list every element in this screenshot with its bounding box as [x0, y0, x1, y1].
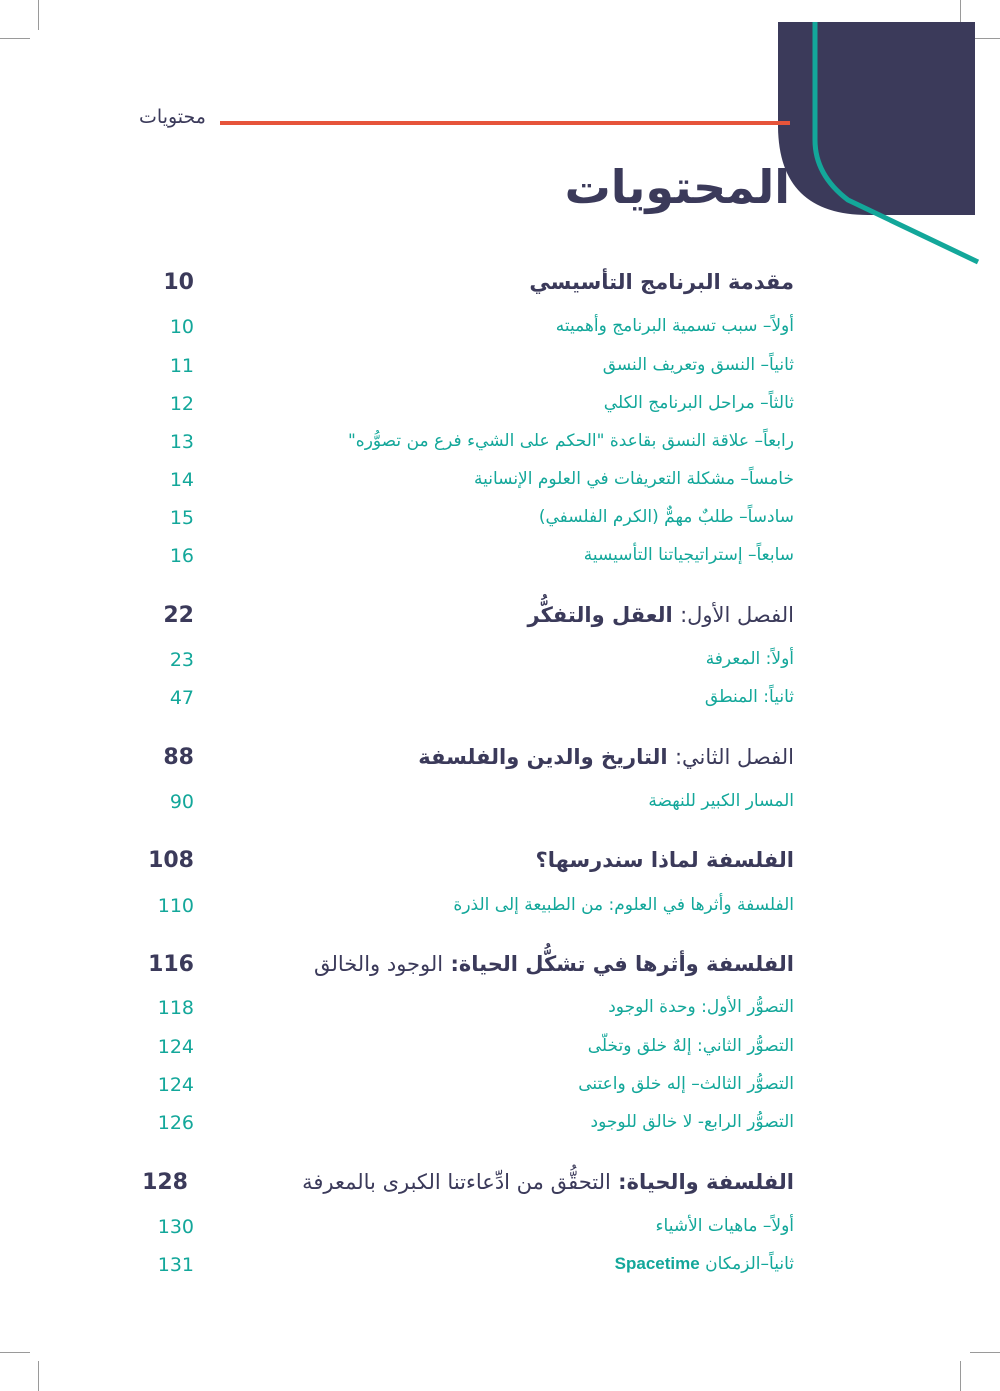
toc-entry[interactable] [0, 1112, 1000, 1152]
toc-page-number: 118 [157, 997, 194, 1019]
toc-entry-title: التصوُّر الرابع- لا خالق للوجود [590, 1112, 794, 1132]
toc-entry[interactable] [0, 1036, 1000, 1076]
chapter-label: الفصل الأول: [680, 603, 794, 627]
crop-mark [970, 1352, 1000, 1353]
toc-page-number: 10 [163, 270, 194, 295]
section-title: الفلسفة والحياة: [618, 1170, 794, 1194]
toc-heading-title: الفلسفة لماذا سندرسها؟ [535, 848, 794, 872]
toc-entry[interactable] [0, 649, 1000, 689]
toc-entry[interactable] [0, 895, 1000, 935]
toc-page-number: 13 [169, 431, 194, 453]
running-head: محتويات [139, 106, 206, 128]
chapter-title: التاريخ والدين والفلسفة [418, 745, 668, 769]
toc-page-number: 116 [148, 952, 194, 977]
toc-entry[interactable] [0, 507, 1000, 547]
toc-heading-title [528, 603, 794, 627]
toc-entry-title-arabic: ثانياً–الزمكان [705, 1254, 794, 1274]
toc-entry-title: المسار الكبير للنهضة [648, 791, 794, 811]
toc-entry-title: التصوُّر الثاني: إلهٌ خلق وتخلّى [587, 1036, 794, 1056]
toc-entry[interactable] [0, 545, 1000, 585]
toc-entry-title: ثانياً– النسق وتعريف النسق [602, 355, 794, 375]
corner-decoration [0, 0, 1000, 300]
page-title: المحتويات [564, 160, 790, 214]
toc-entry-title: خامساً– مشكلة التعريفات في العلوم الإنسانية [474, 469, 794, 489]
section-title: الفلسفة وأثرها في تشكُّل الحياة: [450, 952, 794, 976]
toc-entry-title: التصوُّر الأول: وحدة الوجود [608, 997, 794, 1017]
toc-page-number: 47 [169, 687, 194, 709]
toc-page-number: 12 [169, 393, 194, 415]
crop-mark [0, 1352, 30, 1353]
toc-entry-title: الفلسفة وأثرها في العلوم: من الطبيعة إلى الذرة [453, 895, 794, 915]
toc-heading-section-5[interactable] [0, 1170, 1000, 1210]
toc-heading-title: مقدمة البرنامج التأسيسي [529, 270, 794, 294]
toc-entry-title [615, 1254, 794, 1274]
toc-heading-chapter-2[interactable] [0, 745, 1000, 785]
toc-entry[interactable] [0, 393, 1000, 433]
toc-entry[interactable] [0, 791, 1000, 831]
toc-page-number: 16 [169, 545, 194, 567]
toc-heading-section-4[interactable] [0, 952, 1000, 992]
toc-entry[interactable] [0, 1074, 1000, 1114]
toc-entry-title-latin: Spacetime [614, 1254, 700, 1273]
toc-page-number: 124 [157, 1074, 194, 1096]
section-title-rest: التحقُّق من ادِّعاءتنا الكبرى بالمعرفة [302, 1170, 611, 1194]
toc-entry-title: سابعاً– إستراتيجياتنا التأسيسية [583, 545, 794, 565]
toc-heading-chapter-1[interactable] [0, 603, 1000, 643]
toc-entry-title: أولاً– ماهيات الأشياء [655, 1216, 794, 1236]
toc-heading-title [314, 952, 794, 976]
toc-page-number: 110 [157, 895, 194, 917]
toc-page-number: 11 [169, 355, 194, 377]
chapter-title: العقل والتفكُّر [527, 603, 673, 627]
crop-mark [960, 1361, 961, 1391]
toc-page-number: 90 [169, 791, 194, 813]
toc-page-number: 22 [163, 603, 194, 628]
toc-entry[interactable] [0, 1254, 1000, 1294]
toc-entry[interactable] [0, 1216, 1000, 1256]
toc-page-number: 131 [157, 1254, 194, 1276]
toc-page-number: 10 [169, 316, 194, 338]
toc-heading-section-3[interactable] [0, 848, 1000, 888]
toc-page-number: 128 [142, 1170, 188, 1195]
toc-entry[interactable] [0, 687, 1000, 727]
toc-page-number: 124 [157, 1036, 194, 1058]
toc-heading-title [418, 745, 794, 769]
toc-entry[interactable] [0, 316, 1000, 356]
chapter-label: الفصل الثاني: [674, 745, 794, 769]
toc-entry-title: ثانياً: المنطق [704, 687, 794, 707]
toc-page-number: 23 [169, 649, 194, 671]
toc-entry-title: أولاً– سبب تسمية البرنامج وأهميته [555, 316, 794, 336]
toc-entry[interactable] [0, 997, 1000, 1037]
section-title-rest: الوجود والخالق [313, 952, 444, 976]
header-rule [220, 121, 790, 125]
toc-page-number: 88 [163, 745, 194, 770]
toc-entry-title: ثالثاً– مراحل البرنامج الكلي [603, 393, 794, 413]
toc-entry-title: أولاً: المعرفة [705, 649, 794, 669]
toc-entry-title: رابعاً– علاقة النسق بقاعدة "الحكم على الشيء فرع من تصوُّره" [347, 431, 794, 451]
toc-page-number: 15 [169, 507, 194, 529]
toc-entry-title: التصوُّر الثالث– إله خلق واعتنى [578, 1074, 794, 1094]
toc-entry-title: سادساً– طلبٌ مهمٌّ (الكرم الفلسفي) [538, 507, 794, 527]
toc-heading-intro[interactable] [0, 270, 1000, 310]
toc-page-number: 130 [157, 1216, 194, 1238]
toc-heading-title [302, 1170, 794, 1194]
toc-page-number: 126 [157, 1112, 194, 1134]
toc-entry[interactable] [0, 431, 1000, 471]
toc-entry[interactable] [0, 469, 1000, 509]
navy-tab-shape [778, 22, 975, 215]
toc-page-number: 14 [169, 469, 194, 491]
toc-entry[interactable] [0, 355, 1000, 395]
toc-page-number: 108 [148, 848, 194, 873]
crop-mark [38, 1361, 39, 1391]
